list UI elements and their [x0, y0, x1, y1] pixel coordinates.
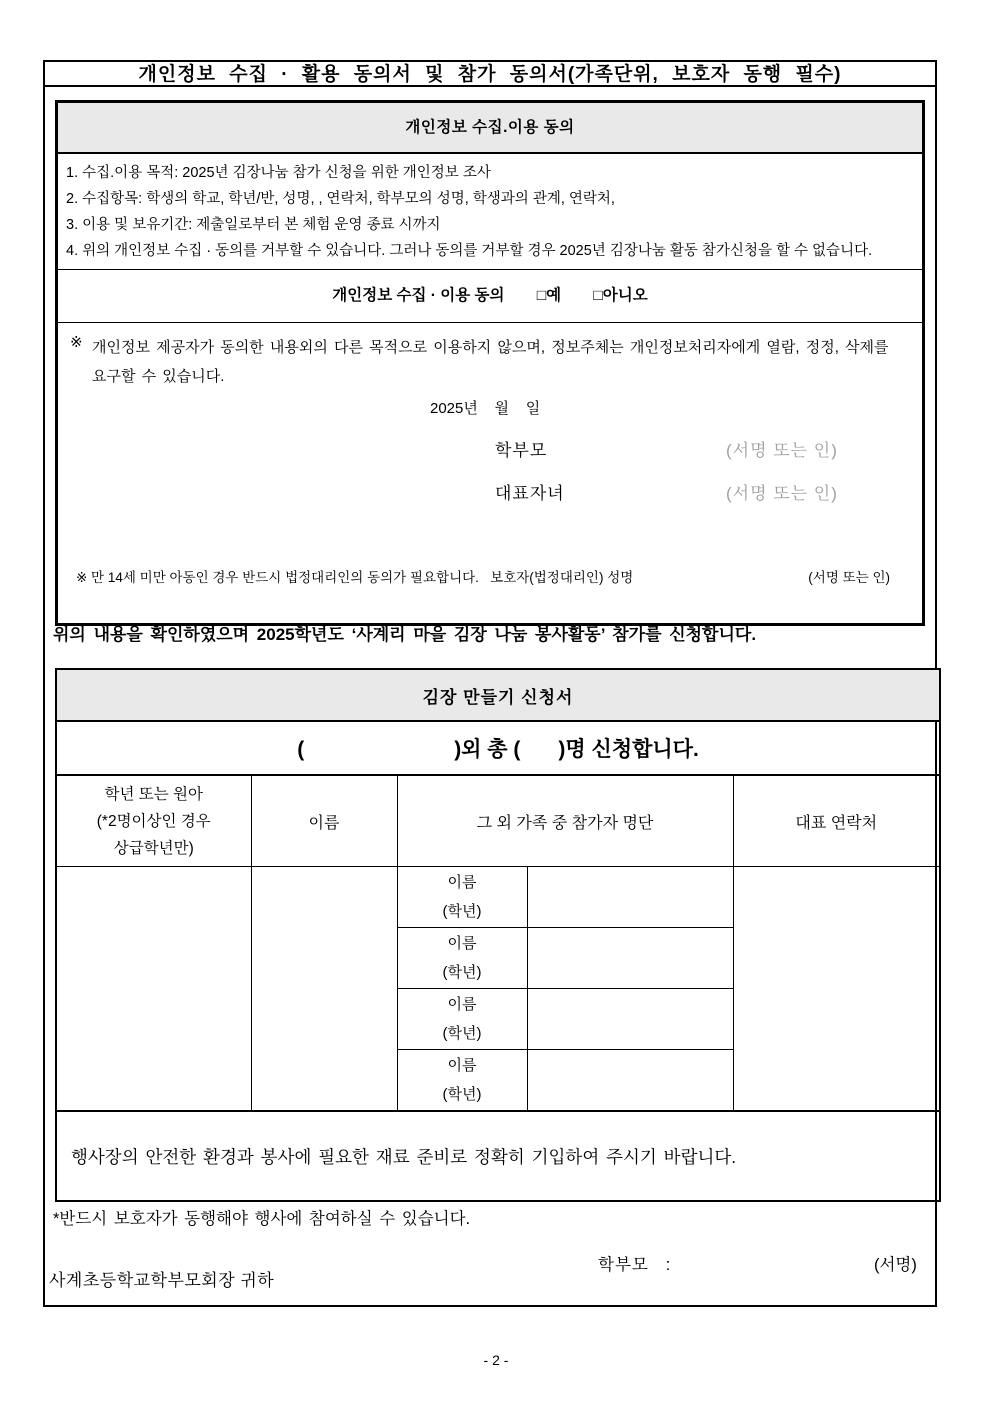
- document-title: 개인정보 수집 · 활용 동의서 및 참가 동의서(가족단위, 보호자 동행 필수): [45, 62, 935, 87]
- name-input-cell[interactable]: [251, 867, 397, 1112]
- table-notes-row: 행사장의 안전한 환경과 봉사에 필요한 재료 준비로 정확히 기입하여 주시기 바랍니다.: [56, 1111, 940, 1201]
- family-grade-label-2: (학년): [442, 964, 482, 981]
- consent-no-checkbox[interactable]: □아니오: [593, 287, 648, 304]
- footer-recipient: 사계초등학교학부모회장 귀하: [49, 1271, 275, 1290]
- consent-box: [55, 100, 925, 626]
- consent-term-1: 1. 수집.이용 목적: 2025년 김장나눔 참가 신청을 위한 개인정보 조사: [66, 165, 491, 181]
- applicant-name-blank[interactable]: [304, 755, 454, 756]
- family-name-label-1: 이름: [447, 874, 477, 891]
- consent-date-line[interactable]: 2025년 월 일: [430, 400, 541, 417]
- contact-input-cell[interactable]: [733, 867, 940, 1112]
- note-marker: ※: [70, 334, 83, 351]
- family-input-cell-4[interactable]: [527, 1050, 733, 1112]
- family-label-cell-3: [397, 989, 527, 1050]
- header-contact-column: 대표 연락처: [733, 775, 940, 867]
- signer-child-label: 대표자녀: [495, 484, 565, 503]
- family-name-label-2: 이름: [447, 935, 477, 952]
- consent-term-2: 2. 수집항목: 학생의 학교, 학년/반, 성명, , 연락처, 학부모의 성명, 학생과의 관계, 연락처,: [66, 191, 615, 207]
- consent-box-header: 개인정보 수집.이용 동의: [58, 103, 922, 154]
- consent-terms-list: [58, 154, 922, 270]
- family-name-label-4: 이름: [447, 1057, 477, 1074]
- guardian-footnote: ※ 만 14세 미만 아동인 경우 반드시 법정대리인의 동의가 필요합니다. 보호자(법정대리인) 성명: [76, 570, 634, 585]
- guardian-required-notice: *반드시 보호자가 동행해야 행사에 참여하실 수 있습니다.: [53, 1210, 471, 1228]
- header-family-column: 그 외 가족 중 참가자 명단: [397, 775, 733, 867]
- signer-parent-sign-hint[interactable]: (서명 또는 인): [726, 441, 838, 460]
- header-grade-line1: 학년 또는 원아: [104, 785, 203, 803]
- header-grade-column: [56, 775, 251, 867]
- page-number: - 2 -: [483, 1352, 509, 1368]
- grade-input-cell[interactable]: [56, 867, 251, 1112]
- family-input-cell-3[interactable]: [527, 989, 733, 1050]
- family-label-cell-4: [397, 1050, 527, 1112]
- header-name-column: 이름: [251, 775, 397, 867]
- footer-parent-sign-hint[interactable]: (서명): [874, 1256, 917, 1274]
- consent-note-text: 개인정보 제공자가 동의한 내용외의 다른 목적으로 이용하지 않으며, 정보주체는 개인정보처리자에게 열람, 정정, 삭제를 요구할 수 있습니다.: [92, 339, 889, 385]
- family-label-cell-2: [397, 928, 527, 989]
- application-table: [55, 668, 941, 1202]
- signer-child-sign-hint[interactable]: (서명 또는 인): [726, 484, 838, 503]
- consent-yes-checkbox[interactable]: □예: [536, 287, 562, 304]
- family-label-cell-1: [397, 867, 527, 928]
- consent-term-3: 3. 이용 및 보유기간: 제출일로부터 본 체험 운영 종료 시까지: [66, 217, 441, 233]
- header-grade-line3: 상급학년만): [113, 839, 194, 857]
- total-seg1: (: [297, 738, 305, 761]
- family-name-label-3: 이름: [447, 996, 477, 1013]
- family-grade-label-1: (학년): [442, 903, 482, 920]
- consent-choice-row: [58, 270, 922, 323]
- total-count-blank[interactable]: [520, 755, 558, 756]
- total-seg2: )외 총 (: [454, 738, 521, 761]
- confirmation-statement: 위의 내용을 확인하였으며 2025학년도 ‘사계리 마을 김장 나눔 봉사활동’ 참가를 신청합니다.: [53, 625, 757, 644]
- family-input-cell-2[interactable]: [527, 928, 733, 989]
- consent-choice-label: 개인정보 수집 · 이용 동의: [332, 287, 505, 304]
- signer-parent-label: 학부모: [495, 441, 548, 460]
- guardian-sign-hint[interactable]: (서명 또는 인): [808, 570, 890, 585]
- family-grade-label-3: (학년): [442, 1025, 482, 1042]
- family-input-cell-1[interactable]: [527, 867, 733, 928]
- total-count-row: [56, 721, 940, 775]
- total-seg3: )명 신청합니다.: [558, 738, 699, 761]
- header-grade-line2: (*2명이상인 경우: [96, 812, 211, 830]
- application-table-title: 김장 만들기 신청서: [56, 669, 940, 721]
- family-grade-label-4: (학년): [442, 1086, 482, 1103]
- consent-term-4: 4. 위의 개인정보 수집 · 동의를 거부할 수 있습니다. 그러나 동의를 거부할 경우 2025년 김장나눔 활동 참가신청을 할 수 없습니다.: [66, 243, 873, 259]
- footer-parent-label[interactable]: 학부모 :: [598, 1256, 672, 1274]
